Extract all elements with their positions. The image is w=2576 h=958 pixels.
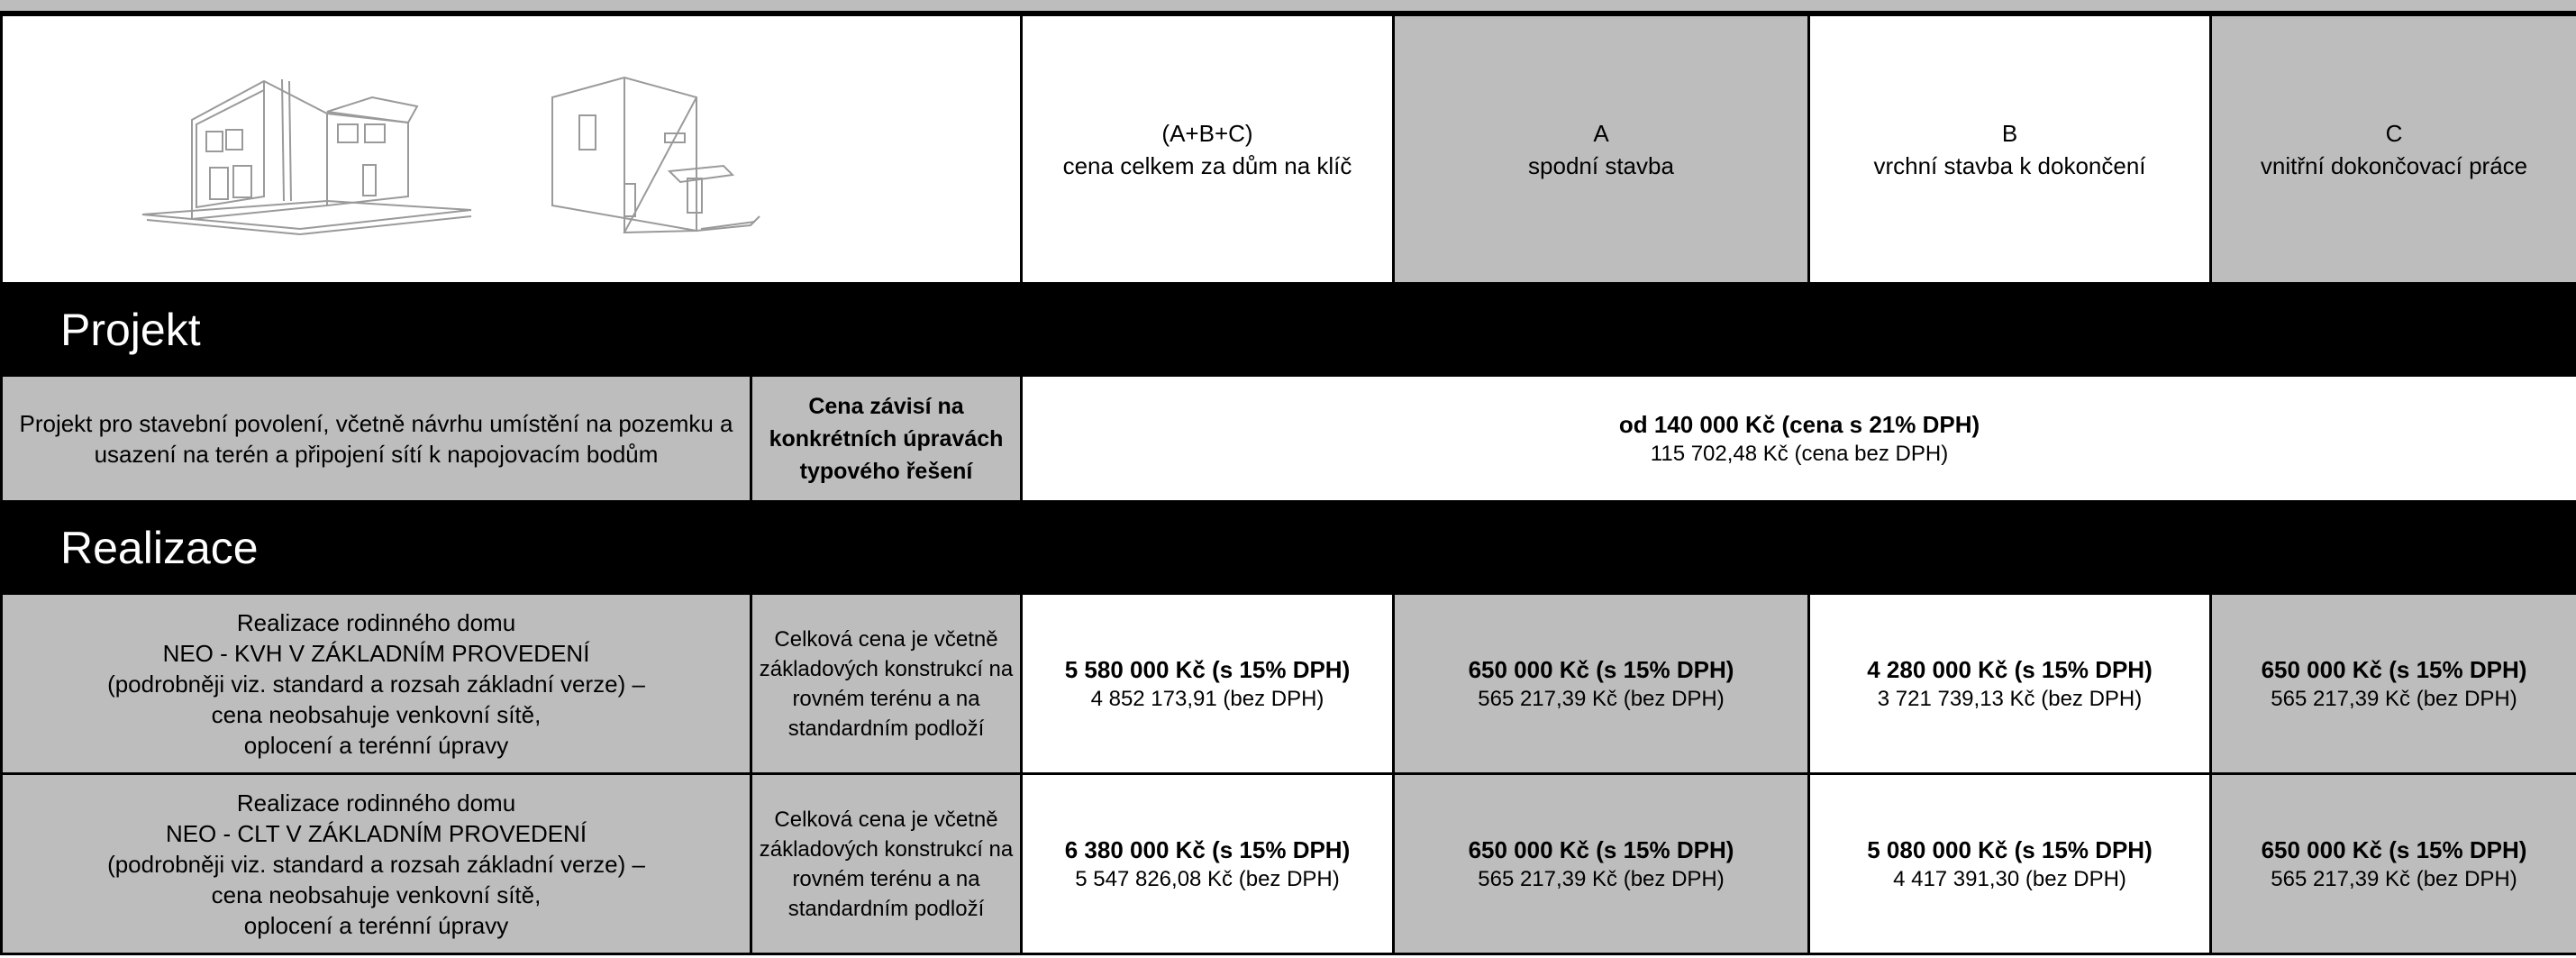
projekt-price-sub: 115 702,48 Kč (cena bez DPH)	[1650, 441, 1949, 466]
table-row	[2, 774, 2576, 954]
desc-line: cena neobsahuje venkovní sítě,	[211, 880, 542, 908]
price-c-sub: 565 217,39 Kč (bez DPH)	[2271, 686, 2517, 711]
projekt-row	[2, 376, 2576, 502]
house-illustration-icon	[3, 16, 1020, 282]
header-a-label: spodní stavba	[1528, 151, 1674, 179]
price-c-main: 650 000 Kč (s 15% DPH)	[2261, 655, 2527, 683]
desc-line: Realizace rodinného domu	[236, 608, 516, 636]
price-a-cell	[1394, 774, 1809, 954]
header-row	[2, 15, 2576, 284]
header-total-cell	[1022, 15, 1394, 284]
desc-line: NEO - KVH V ZÁKLADNÍM PROVEDENÍ	[162, 639, 590, 667]
price-b-main: 5 080 000 Kč (s 15% DPH)	[1867, 835, 2153, 863]
header-c-cell	[2211, 15, 2576, 284]
price-total-cell	[1022, 594, 1394, 774]
price-b-sub: 3 721 739,13 Kč (bez DPH)	[1877, 686, 2143, 711]
header-b-code: B	[2001, 119, 2018, 147]
projekt-note: Cena závisí na konkrétních úpravách typového řešení	[751, 376, 1022, 502]
desc-line: cena neobsahuje venkovní sítě,	[211, 700, 542, 728]
projekt-price-main: od 140 000 Kč (cena s 21% DPH)	[1618, 410, 1980, 438]
header-c-code: C	[2385, 119, 2403, 147]
price-a-main: 650 000 Kč (s 15% DPH)	[1468, 835, 1734, 863]
header-a-cell	[1394, 15, 1809, 284]
projekt-desc: Projekt pro stavební povolení, včetně návrhu umístění na pozemku a usazení na terén a připojení sítí k napojovacím bodům	[2, 376, 751, 502]
section-realizace-row	[2, 502, 2576, 594]
price-a-sub: 565 217,39 Kč (bez DPH)	[1478, 866, 1725, 891]
section-projekt-row	[2, 284, 2576, 376]
header-total-label: cena celkem za dům na klíč	[1062, 151, 1352, 179]
price-c-cell	[2211, 774, 2576, 954]
desc-line: NEO - CLT V ZÁKLADNÍM PROVEDENÍ	[165, 819, 587, 847]
price-b-cell	[1809, 774, 2211, 954]
header-b-cell	[1809, 15, 2211, 284]
desc-line: Realizace rodinného domu	[236, 789, 516, 817]
header-total-code: (A+B+C)	[1161, 119, 1253, 147]
price-b-cell	[1809, 594, 2211, 774]
realizace-note: Celková cena je včetně základových konstrukcí na rovném terénu a na standardním podloží	[751, 594, 1022, 774]
header-c-label: vnitřní dokončovací práce	[2260, 151, 2528, 179]
price-table	[0, 14, 2576, 955]
realizace-desc	[2, 594, 751, 774]
projekt-price-cell	[1022, 376, 2576, 502]
house-illustration-cell	[2, 15, 1022, 284]
price-total-main: 6 380 000 Kč (s 15% DPH)	[1064, 835, 1351, 863]
section-title-projekt: Projekt	[2, 284, 2576, 376]
price-c-main: 650 000 Kč (s 15% DPH)	[2261, 835, 2527, 863]
table-row	[2, 594, 2576, 774]
price-b-sub: 4 417 391,30 (bez DPH)	[1893, 866, 2126, 891]
top-strip	[0, 0, 2576, 14]
realizace-note: Celková cena je včetně základových konstrukcí na rovném terénu a na standardním podloží	[751, 774, 1022, 954]
price-total-sub: 4 852 173,91 (bez DPH)	[1090, 686, 1324, 711]
price-total-cell	[1022, 774, 1394, 954]
desc-line: oplocení a terénní úpravy	[243, 911, 509, 939]
price-c-sub: 565 217,39 Kč (bez DPH)	[2271, 866, 2517, 891]
desc-line: (podrobněji viz. standard a rozsah základní verze) –	[107, 850, 645, 878]
price-b-main: 4 280 000 Kč (s 15% DPH)	[1867, 655, 2153, 683]
section-title-realizace: Realizace	[2, 502, 2576, 594]
price-c-cell	[2211, 594, 2576, 774]
price-total-main: 5 580 000 Kč (s 15% DPH)	[1064, 655, 1351, 683]
price-a-sub: 565 217,39 Kč (bez DPH)	[1478, 686, 1725, 711]
header-b-label: vrchní stavba k dokončení	[1873, 151, 2146, 179]
desc-line: oplocení a terénní úpravy	[243, 731, 509, 759]
desc-line: (podrobněji viz. standard a rozsah základní verze) –	[107, 670, 645, 698]
header-a-code: A	[1593, 119, 1609, 147]
price-a-cell	[1394, 594, 1809, 774]
price-a-main: 650 000 Kč (s 15% DPH)	[1468, 655, 1734, 683]
realizace-desc	[2, 774, 751, 954]
price-total-sub: 5 547 826,08 Kč (bez DPH)	[1075, 866, 1340, 891]
